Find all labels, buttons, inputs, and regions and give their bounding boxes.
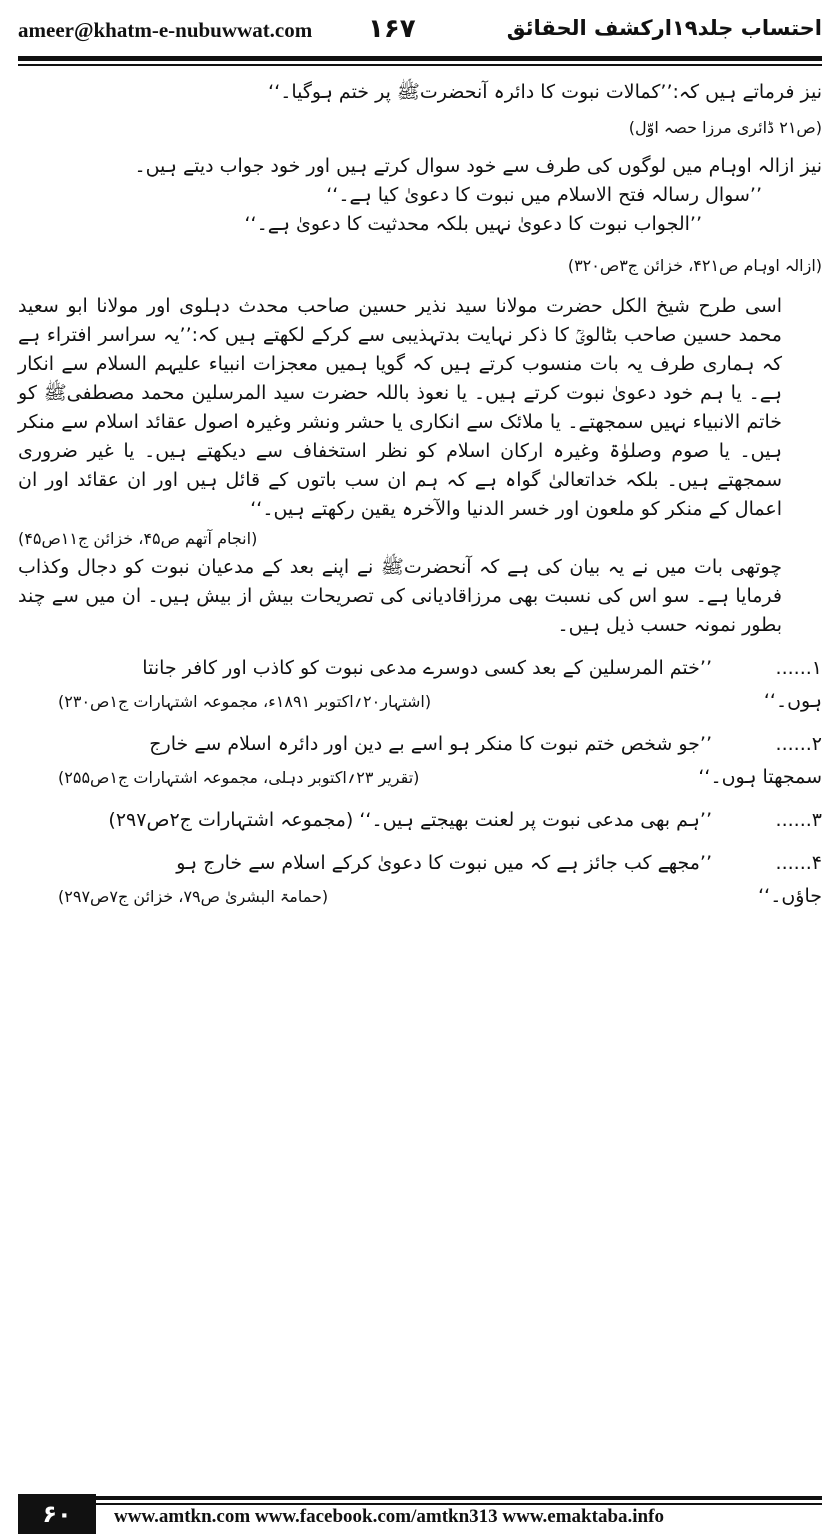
header-page-number: ۱۶۷ bbox=[368, 14, 416, 44]
list-item-reference: (حمامۃ البشریٰ ص۷۹، خزائن ج۷ص۲۹۷) bbox=[58, 887, 329, 906]
list-item-text: ’’ہم بھی مدعی نبوت پر لعنت بھیجتے ہیں۔‘‘ (مجموعہ اشتہارات ج۲ص۲۹۷) bbox=[108, 809, 712, 831]
list-item-reference: (اشتہار۲۰؍اکتوبر ۱۸۹۱ء، مجموعہ اشتہارات ج۱ص۲۳۰) bbox=[58, 692, 432, 711]
page-header bbox=[18, 14, 822, 50]
list-item bbox=[18, 654, 822, 716]
list-item-tail: جاؤں۔‘‘ bbox=[758, 885, 822, 907]
list-item-number: ۳...... bbox=[775, 809, 822, 831]
header-book-title: احتساب جلد۱۹ارکشف الحقائق bbox=[506, 16, 822, 40]
list-item-text: ’’ختم المرسلین کے بعد کسی دوسرے مدعی نبوت کو کاذب اور کافر جانتا bbox=[142, 657, 712, 679]
page-footer bbox=[18, 1494, 822, 1534]
quote-answer: ’’الجواب نبوت کا دعویٰ نہیں بلکہ محدثیت کا دعویٰ ہے۔‘‘ bbox=[244, 213, 702, 235]
list-item bbox=[18, 806, 822, 835]
list-item-reference: (تقریر ۲۳؍اکتوبر دہلی، مجموعہ اشتہارات ج۱ص۲۵۵) bbox=[58, 768, 420, 787]
footer-rule-thin bbox=[96, 1503, 822, 1505]
reference-1: (ص۲۱ ڈائری مرزا حصہ اوّل) bbox=[628, 118, 822, 137]
header-rule-thin bbox=[18, 64, 822, 66]
footer-rule-thick bbox=[96, 1496, 822, 1500]
page-body bbox=[18, 78, 822, 911]
list-item-number: ۲...... bbox=[775, 733, 822, 755]
header-email: ameer@khatm-e-nubuwwat.com bbox=[18, 18, 313, 42]
footer-websites: www.amtkn.com www.facebook.com/amtkn313 www.emaktaba.info bbox=[114, 1506, 664, 1527]
paragraph-2: نیز ازالہ اوہام میں لوگوں کی طرف سے خود سوال کرتے ہیں اور خود جواب دیتے ہیں۔ bbox=[134, 155, 822, 177]
quote-question: ’’سوال رسالہ فتح الاسلام میں نبوت کا دعویٰ کیا ہے۔‘‘ bbox=[326, 184, 762, 206]
paragraph-1: نیز فرماتے ہیں کہ:’’کمالات نبوت کا دائرہ آنحضرتﷺ پر ختم ہوگیا۔‘‘ bbox=[268, 81, 822, 103]
list-item-tail: سمجھتا ہوں۔‘‘ bbox=[698, 766, 822, 788]
list-item-text: ’’مجھے کب جائز ہے کہ میں نبوت کا دعویٰ کرکے اسلام سے خارج ہو bbox=[176, 852, 712, 874]
list-item-tail: ہوں۔‘‘ bbox=[763, 690, 822, 712]
list-item bbox=[18, 730, 822, 792]
reference-3: (انجام آتھم ص۴۵، خزائن ج۱۱ص۴۵) bbox=[18, 529, 258, 548]
reference-2: (ازالہ اوہام ص۴۲۱، خزائن ج۳ص۳۲۰) bbox=[567, 256, 822, 275]
footer-page-badge: ۶۰ bbox=[18, 1494, 96, 1534]
list-item bbox=[18, 849, 822, 911]
paragraph-3: اسی طرح شیخ الکل حضرت مولانا سید نذیر حسین صاحب محدث دہلوی اور مولانا ابو سعید محمد حسین صاحب بٹالویؒ کا ذکر نہایت بدتہذیبی سے کرکے لکھتے ہیں کہ:’’یہ سراسر افتراء ہے کہ ہماری طرف یہ بات منسوب کرتے ہیں کہ گویا ہمیں معجزات انبیاء علیہم السلام سے انکار ہے۔ یا ہم خود دعویٰ نبوت کرتے ہیں۔ یا نعوذ باللہ حضرت سید المرسلین محمد مصطفیﷺ کو خاتم الانبیاء نہیں سمجھتے۔ یا ملائک سے انکاری یا حشر ونشر وغیرہ اصول عقائد اسلام سے منکر ہیں۔ یا صوم وصلوٰۃ وغیرہ ارکان اسلام کو نظر استخفاف سے دیکھتے ہیں۔ یا غیر ضروری سمجھتے ہیں۔ بلکہ خداتعالیٰ گواہ ہے کہ ہم ان سب باتوں کے قائل ہیں اور ان عقائد اور ان اعمال کے منکر کو ملعون اور خسر الدنیا والآخرہ یقین رکھتے ہیں۔‘‘ bbox=[18, 295, 782, 520]
header-rule-thick bbox=[18, 56, 822, 61]
paragraph-4: چوتھی بات میں نے یہ بیان کی ہے کہ آنحضرتﷺ نے اپنے بعد کے مدعیان نبوت کو دجال وکذاب فرمایا ہے۔ سو اس کی نسبت بھی مرزاقادیانی کی تصریحات بیش از بیش ہیں۔ ان میں سے چند بطور نمونہ حسب ذیل ہیں۔ bbox=[18, 556, 782, 636]
list-item-number: ۴...... bbox=[775, 852, 822, 874]
list-item-number: ۱...... bbox=[775, 657, 822, 679]
list-item-text: ’’جو شخص ختم نبوت کا منکر ہو اسے بے دین اور دائرہ اسلام سے خارج bbox=[149, 733, 712, 755]
